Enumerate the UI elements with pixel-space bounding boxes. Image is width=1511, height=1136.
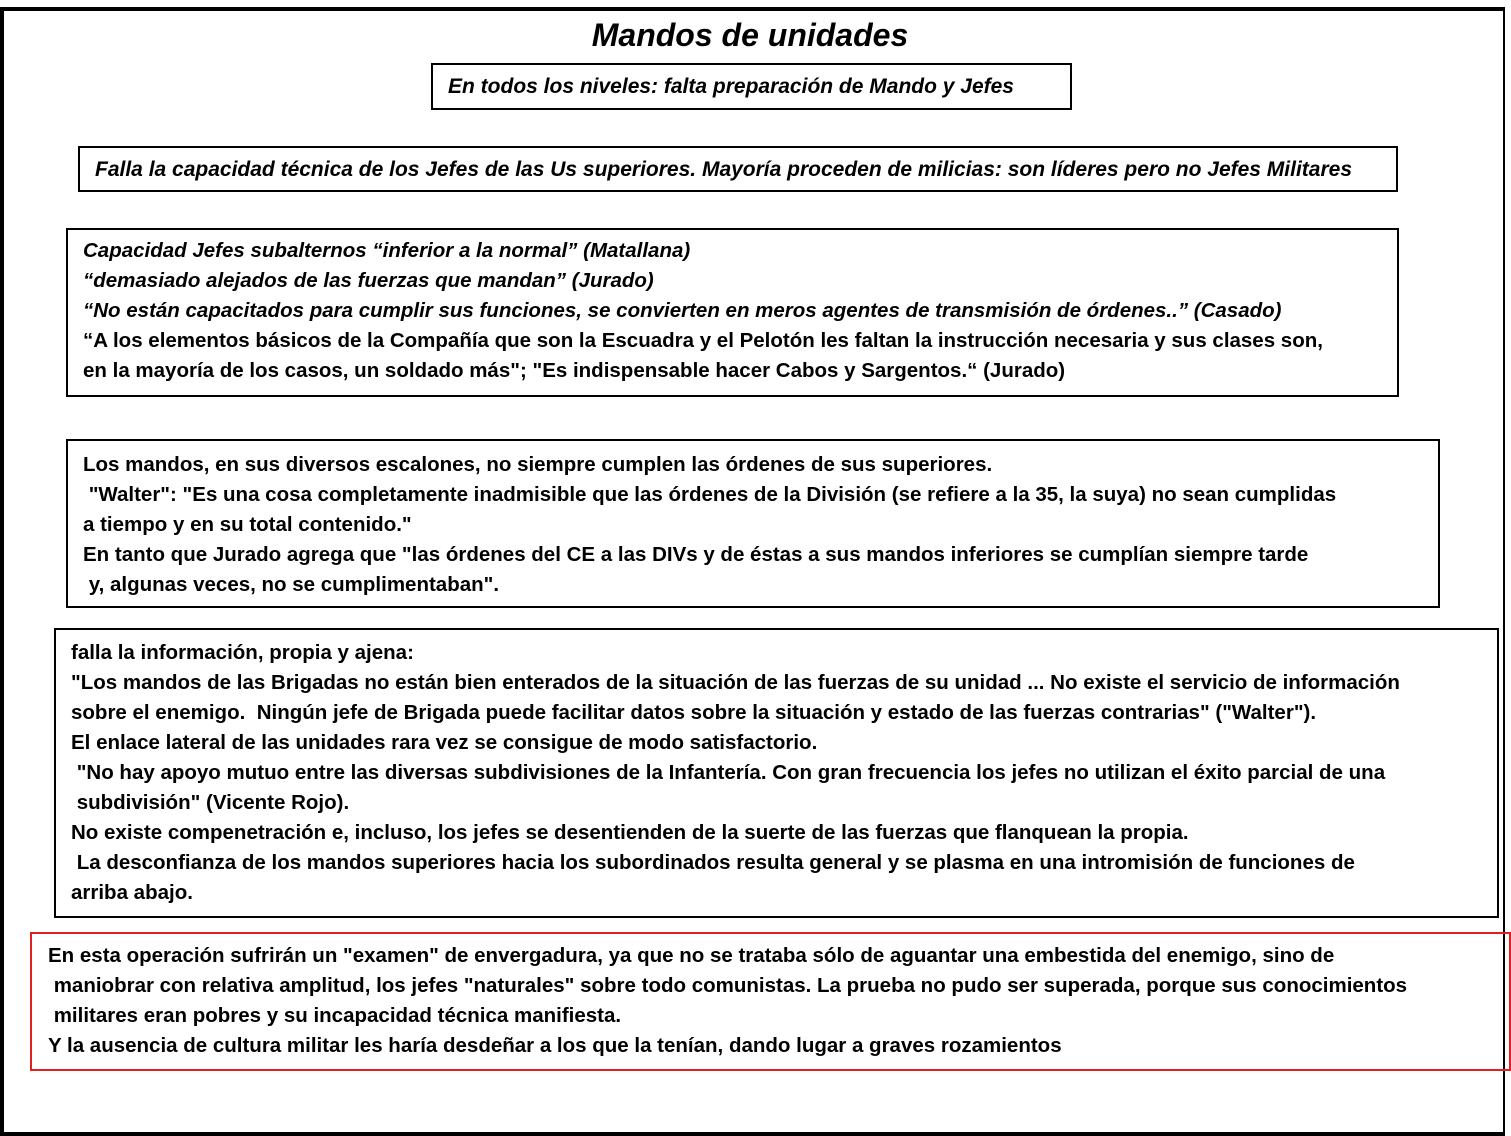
box-line: Los mandos, en sus diversos escalones, no siempre cumplen las órdenes de sus superiores. (83, 453, 993, 476)
box-line: “No están capacitados para cumplir sus funciones, se convierten en meros agentes de transmisión de órdenes..” (Casado) (83, 299, 1282, 322)
box-information-failure (54, 628, 1499, 918)
box-general-levels (431, 63, 1072, 110)
box-line: El enlace lateral de las unidades rara vez se consigue de modo satisfactorio. (71, 731, 818, 754)
box-line: No existe compenetración e, incluso, los jefes se desentienden de la suerte de las fuerzas que flanquean la propia. (71, 821, 1189, 844)
box-line: La desconfianza de los mandos superiores hacia los subordinados resulta general y se plasma en una intromisión de funciones de (71, 851, 1355, 874)
box-line: militares eran pobres y su incapacidad técnica manifiesta. (48, 1004, 622, 1027)
box-line: Y la ausencia de cultura militar les haría desdeñar a los que la tenían, dando lugar a graves rozamientos (48, 1034, 1062, 1057)
box-line: maniobrar con relativa amplitud, los jefes "naturales" sobre todo comunistas. La prueba no pudo ser superada, porque sus conocimientos (48, 974, 1408, 997)
box-technical-capacity (78, 146, 1398, 192)
box-line: arriba abajo. (71, 881, 193, 904)
box-operation-exam (30, 932, 1511, 1071)
box-orders-compliance (66, 439, 1440, 608)
box-line: En esta operación sufrirán un "examen" de envergadura, ya que no se trataba sólo de aguantar una embestida del enemigo, sino de (48, 944, 1335, 967)
box-line: "No hay apoyo mutuo entre las diversas subdivisiones de la Infantería. Con gran frecuencia los jefes no utilizan el éxito parcial de una (71, 761, 1386, 784)
box-line: en la mayoría de los casos, un soldado más"; "Es indispensable hacer Cabos y Sargentos.“ (Jurado) (83, 359, 1066, 382)
box-subaltern-chiefs (66, 228, 1399, 397)
box-line: Falla la capacidad técnica de los Jefes de las Us superiores. Mayoría proceden de milicias: son líderes pero no Jefes Militares (95, 158, 1353, 181)
box-line: "Los mandos de las Brigadas no están bien enterados de la situación de las fuerzas de su unidad ... No existe el servicio de información (71, 671, 1400, 694)
box-line: subdivisión" (Vicente Rojo). (71, 791, 350, 814)
box-line: falla la información, propia y ajena: (71, 641, 414, 664)
page-title: Mandos de unidades (591, 17, 909, 53)
box-line: a tiempo y en su total contenido." (83, 513, 412, 536)
box-line: sobre el enemigo. Ningún jefe de Brigada puede facilitar datos sobre la situación y estado de las fuerzas contrarias" ("Walter"). (71, 701, 1317, 724)
box-line: “A los elementos básicos de la Compañía que son la Escuadra y el Pelotón les faltan la instrucción necesaria y sus clases son, (83, 329, 1323, 352)
box-line: “demasiado alejados de las fuerzas que mandan” (Jurado) (83, 269, 654, 292)
box-line: "Walter": "Es una cosa completamente inadmisible que las órdenes de la División (se refiere a la 35, la suya) no sean cumplidas (83, 483, 1337, 506)
box-line: En tanto que Jurado agrega que "las órdenes del CE a las DIVs y de éstas a sus mandos inferiores se cumplían siempre tarde (83, 543, 1309, 566)
box-line: Capacidad Jefes subalternos “inferior a la normal” (Matallana) (83, 239, 691, 262)
box-line: En todos los niveles: falta preparación de Mando y Jefes (448, 75, 1014, 98)
box-line: y, algunas veces, no se cumplimentaban". (83, 573, 500, 596)
